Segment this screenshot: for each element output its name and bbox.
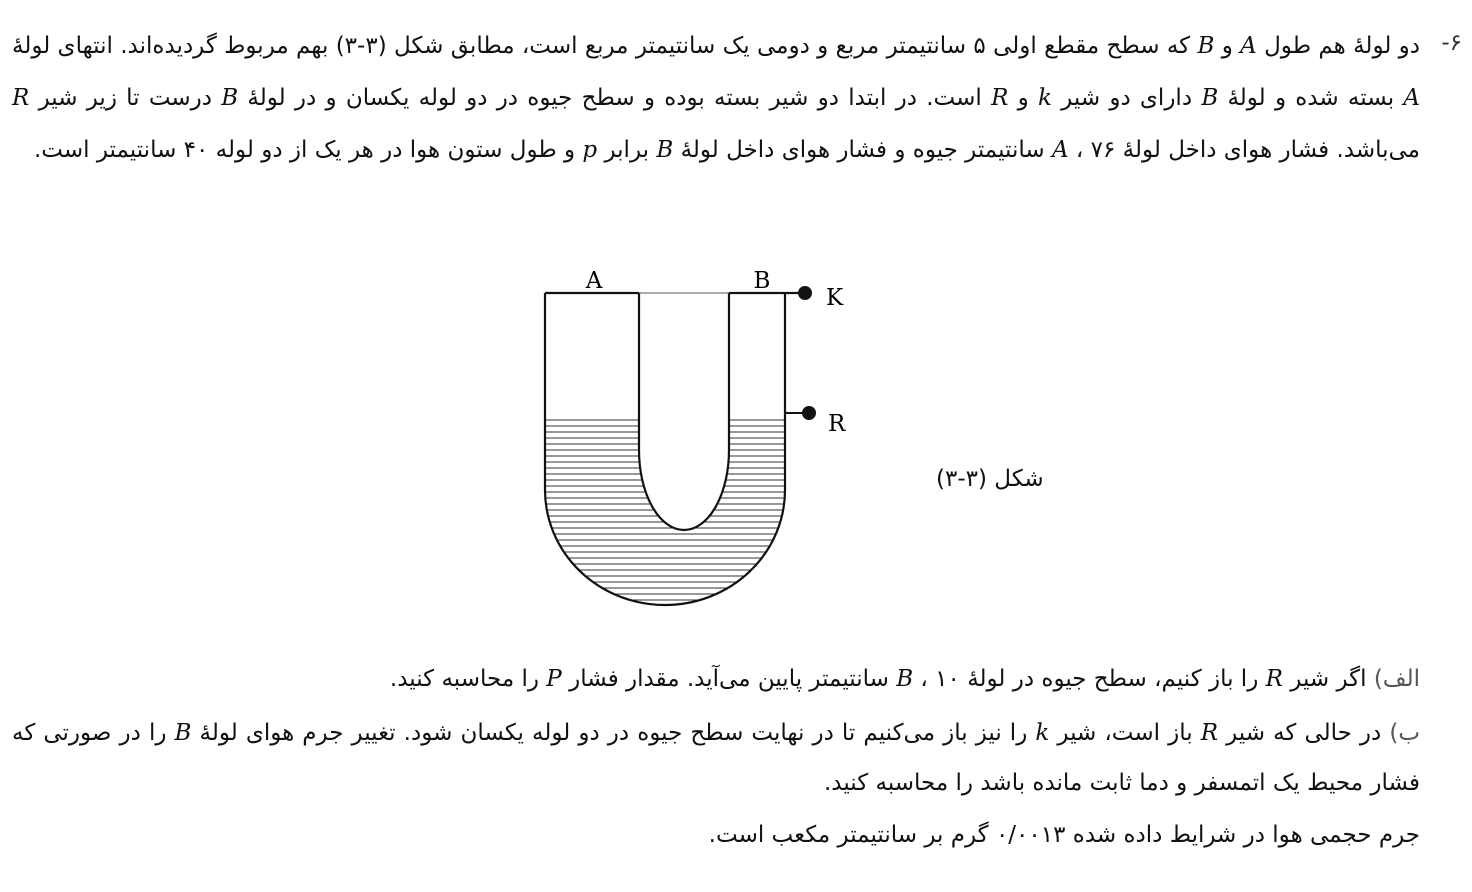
mercury-fill [545, 415, 785, 605]
label-b: B [753, 268, 771, 294]
part-b-label: ب) [1389, 720, 1420, 746]
u-tube-inner-wall [639, 293, 729, 530]
label-r: R [828, 411, 846, 437]
figure-caption: شکل (۳-۳) [936, 466, 1044, 492]
part-a-text: الف) اگر شیر R را باز کنیم، سطح جیوه در لولهٔ B ، ۱۰ سانتیمتر پایین می‌آید. مقدار فشار P را محاسبه کنید. [389, 666, 1420, 692]
valve-r [802, 406, 816, 420]
part-b-text: ب) در حالی که شیر R باز است، شیر k را نیز باز می‌کنیم تا در نهایت سطح جیوه در دو لوله یکسان شود. تغییر جرم هوای لولهٔ B را در صورتی که فشار محیط یک اتمسفر و دما ثابت مانده باشد را محاسبه کنید. [12, 720, 1420, 796]
label-a: A [585, 268, 603, 294]
question-number: ۶- [1441, 30, 1462, 56]
part-b-note: جرم حجمی هوا در شرایط داده شده ۰/۰۰۱۳ گرم بر سانتیمتر مکعب است. [708, 822, 1420, 848]
question-intro: دو لولهٔ هم طول A و B که سطح مقطع اولی ۵ سانتیمتر مربع و دومی یک سانتیمتر مربع است، مطابق شکل (۳-۳) بهم مربوط گردیده‌اند. انتهای لولهٔ A بسته شده و لولهٔ B دارای دو شیر k و R است. در ابتدا دو شیر بسته بوده و سطح جیوه در دو لوله یکسان و در لولهٔ B درست تا زیر شیر R می‌باشد. فشار هوای داخل لولهٔ A ، ۷۶ سانتیمتر جیوه و فشار هوای داخل لولهٔ B برابر p و طول ستون هوا در هر یک از دو لوله ۴۰ سانتیمتر است. [12, 33, 1421, 163]
u-tube-figure [520, 255, 880, 615]
valve-k [798, 286, 812, 300]
part-a-label: الف) [1373, 666, 1420, 692]
label-k: K [826, 285, 844, 311]
